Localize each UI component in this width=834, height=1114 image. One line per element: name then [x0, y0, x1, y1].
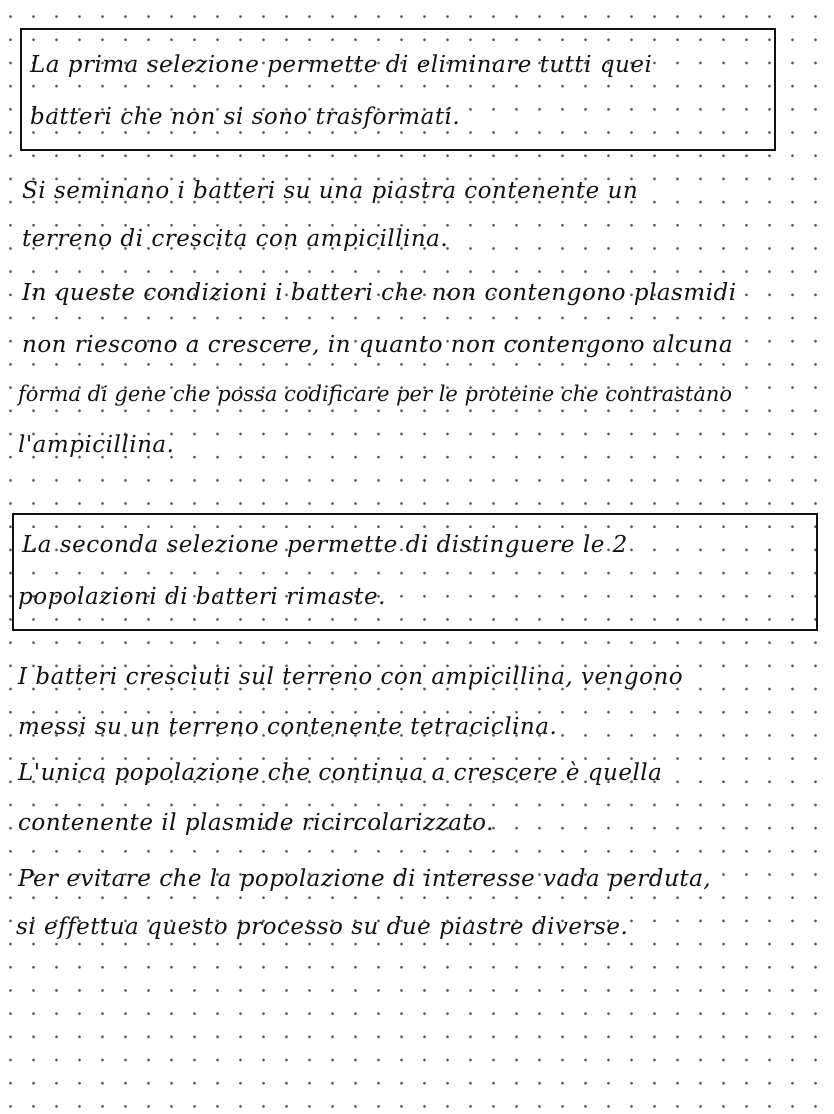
heading-box-1	[20, 28, 776, 151]
body-2-line-1: I batteri cresciuti sul terreno con ampicillina, vengono	[18, 664, 684, 690]
heading-1-line-1: La prima selezione permette di eliminare tutti quei	[30, 52, 653, 78]
body-1-line-6: l'ampicillina.	[18, 432, 175, 458]
body-1-line-3: In queste condizioni i batteri che non contengono plasmidi	[22, 280, 737, 306]
body-1-line-2: terreno di crescita con ampicillina.	[22, 226, 449, 252]
heading-2-line-2: popolazioni di batteri rimaste.	[18, 584, 386, 610]
heading-box-2	[12, 513, 818, 631]
body-2-line-5: Per evitare che la popolazione di interesse vada perduta,	[18, 866, 712, 892]
body-2-line-3: L'unica popolazione che continua a crescere è quella	[18, 760, 663, 786]
body-1-line-4: non riescono a crescere, in quanto non contengono alcuna	[22, 332, 734, 358]
body-1-line-1: Si seminano i batteri su una piastra contenente un	[22, 178, 639, 204]
body-2-line-4: contenente il plasmide ricircolarizzato.	[18, 810, 494, 836]
heading-2-line-1: La seconda selezione permette di distinguere le 2	[22, 532, 628, 558]
heading-1-line-2: batteri che non si sono trasformati.	[30, 104, 461, 130]
body-1-line-5: forma di gene che possa codificare per le proteine che contrastano	[18, 382, 733, 406]
body-2-line-2: messi su un terreno contenente tetraciclina.	[18, 714, 558, 740]
body-2-line-6: si effettua questo processo su due piastre diverse.	[16, 914, 629, 940]
